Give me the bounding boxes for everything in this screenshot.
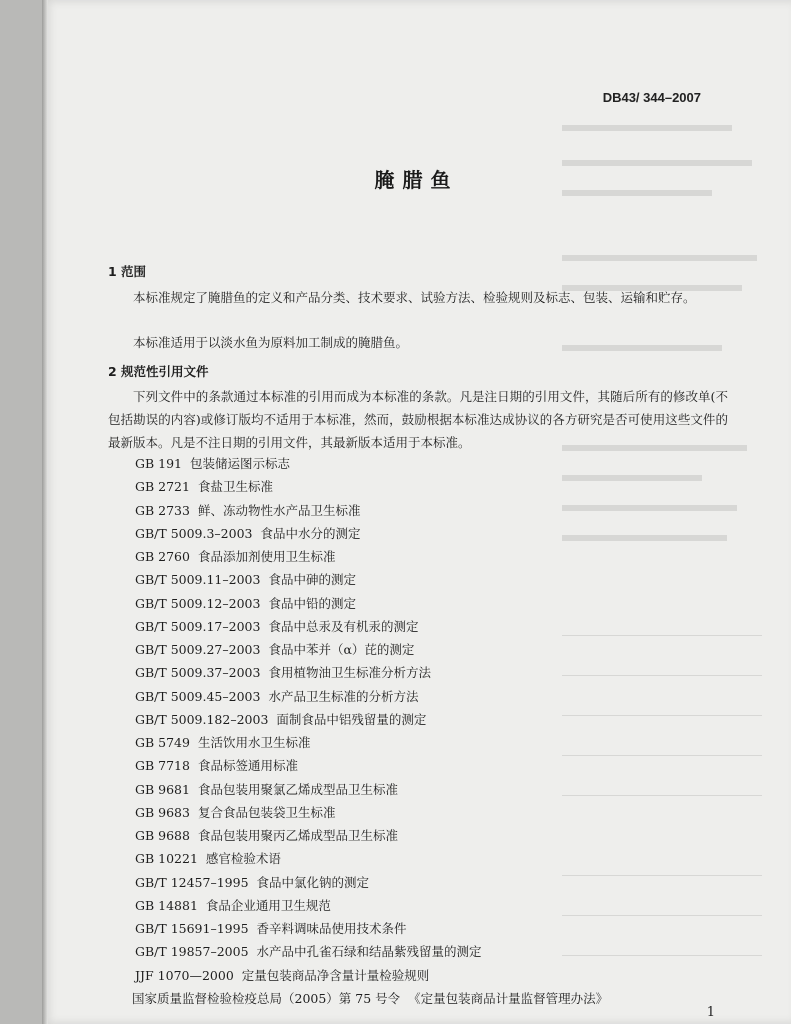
- section-heading-scope: 1 范围: [108, 264, 147, 279]
- reference-item: [135, 615, 608, 638]
- reference-list: [132, 452, 609, 1010]
- reference-title: 食盐卫生标准: [197, 479, 273, 495]
- document-code: DB43/ 344–2007: [602, 90, 701, 105]
- reference-code: GB 191: [135, 456, 183, 471]
- reference-code: JJF 1070—2000: [135, 967, 234, 983]
- reference-code: GB 9688: [135, 828, 190, 843]
- document-title: 腌腊鱼: [374, 168, 459, 192]
- reference-item: [135, 731, 608, 754]
- reference-item: [135, 568, 608, 591]
- reference-code: GB/T 5009.45–2003: [135, 688, 261, 704]
- reference-item: [135, 592, 608, 615]
- reference-title: 食品中铅的测定: [268, 595, 356, 611]
- reference-title: 面制食品中铝残留量的测定: [276, 711, 427, 727]
- reference-title: 生活饮用水卫生标准: [197, 735, 311, 750]
- reference-code: GB/T 5009.3–2003: [135, 525, 253, 541]
- reference-item: [135, 545, 608, 568]
- reference-code: GB 9683: [135, 804, 190, 820]
- document-page: [42, 0, 791, 1024]
- reference-title: 复合食品包装袋卫生标准: [197, 804, 336, 820]
- reference-item: [135, 871, 608, 894]
- reference-title: 鲜、冻动物性水产品卫生标准: [197, 502, 361, 518]
- reference-title: 包装储运图示标志: [190, 456, 291, 471]
- reference-code: GB/T 5009.12–2003: [135, 595, 261, 611]
- reference-item: [135, 708, 608, 731]
- reference-code: GB/T 5009.182–2003: [135, 711, 269, 727]
- reference-title: 食品中砷的测定: [268, 572, 356, 588]
- page-number: 1: [706, 1005, 715, 1020]
- reference-item: [135, 685, 608, 708]
- reference-title: 食品包装用聚丙乙烯成型品卫生标准: [197, 828, 398, 843]
- section-heading-references: 2 规范性引用文件: [108, 364, 209, 379]
- reference-title: 水产品中孔雀石绿和结晶紫残留量的测定: [256, 944, 482, 960]
- reference-item: [135, 475, 608, 498]
- reference-code: GB 2721: [135, 479, 190, 495]
- reference-item: [135, 522, 608, 545]
- reference-code: GB 2760: [135, 549, 190, 564]
- reference-code: GB 14881: [135, 897, 198, 913]
- reference-title: 食品添加剂使用卫生标准: [197, 549, 336, 564]
- reference-item: [135, 452, 608, 475]
- reference-item: [135, 499, 608, 522]
- reference-item: [135, 847, 608, 870]
- reference-code: GB/T 12457–1995: [135, 874, 249, 890]
- reference-title: 食品企业通用卫生规范: [205, 897, 331, 913]
- reference-code: GB 5749: [135, 735, 190, 750]
- reference-code: 国家质量监督检验检疫总局（2005）第 75 号令: [132, 990, 401, 1006]
- references-intro-paragraph: 下列文件中的条款通过本标准的引用而成为本标准的条款。凡是注日期的引用文件，其随后所有的修改单(不包括勘误的内容)或修订版均不适用于本标准，然而，鼓励根据本标准达成协议的各方研究是否可使用这些文件的最新版本。凡是不注日期的引用文件，其最新版本适用于本标准。: [108, 389, 728, 450]
- reference-item: [135, 824, 608, 847]
- scope-paragraph-2: 本标准适用于以淡水鱼为原料加工制成的腌腊鱼。: [133, 335, 409, 350]
- reference-item: [135, 661, 608, 684]
- reference-title: 食品中氯化钠的测定: [256, 874, 370, 890]
- reference-item: [132, 987, 608, 1010]
- reference-code: GB 9681: [135, 781, 190, 797]
- reference-code: GB 7718: [135, 758, 190, 774]
- reference-title: 水产品卫生标准的分析方法: [268, 688, 419, 704]
- reference-item: [135, 638, 608, 661]
- reference-code: GB 10221: [135, 851, 198, 867]
- reference-title: 食品中总汞及有机汞的测定: [268, 618, 419, 634]
- reference-code: GB/T 5009.11–2003: [135, 572, 261, 588]
- reference-code: GB/T 5009.37–2003: [135, 665, 261, 681]
- reference-title: 食品中苯并（α）芘的测定: [268, 642, 415, 657]
- reference-item: [135, 754, 608, 777]
- reference-code: GB/T 5009.17–2003: [135, 618, 261, 634]
- reference-title: 食品中水分的测定: [260, 525, 361, 541]
- reference-code: GB 2733: [135, 502, 190, 518]
- reference-code: GB/T 15691–1995: [135, 921, 249, 936]
- reference-item: [135, 964, 608, 987]
- scope-paragraph-1: 本标准规定了腌腊鱼的定义和产品分类、技术要求、试验方法、检验规则及标志、包装、运输和贮存。: [133, 290, 696, 305]
- reference-title: 《定量包装商品计量监督管理办法》: [408, 990, 609, 1006]
- reference-title: 香辛料调味品使用技术条件: [256, 921, 407, 936]
- reference-item: [135, 778, 608, 801]
- reference-code: GB/T 5009.27–2003: [135, 642, 261, 657]
- reference-item: [135, 801, 608, 824]
- reference-item: [135, 917, 608, 940]
- reference-item: [135, 940, 608, 963]
- reference-item: [135, 894, 608, 917]
- reference-title: 定量包装商品净含量计量检验规则: [241, 967, 430, 983]
- reference-title: 食品标签通用标准: [197, 758, 298, 774]
- reference-title: 食用植物油卫生标准分析方法: [268, 665, 431, 681]
- reference-title: 食品包装用聚氯乙烯成型品卫生标准: [197, 781, 398, 797]
- reference-code: GB/T 19857–2005: [135, 944, 249, 960]
- reference-title: 感官检验术语: [205, 851, 281, 867]
